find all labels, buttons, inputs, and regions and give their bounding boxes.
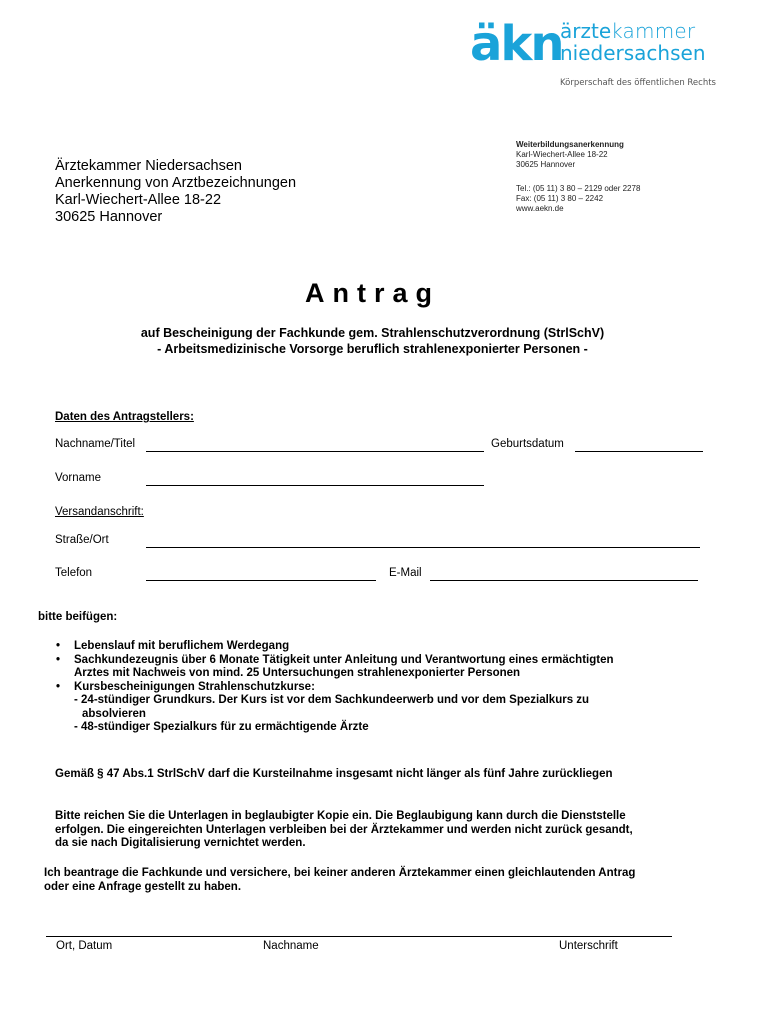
contact-tel: Tel.: (05 11) 3 80 – 2129 oder 2278 [516, 184, 641, 193]
document-title: Antrag [305, 278, 440, 308]
certified-line1: Bitte reichen Sie die Unterlagen in beglaubigter Kopie ein. Die Beglaubigung kann durch die Dienststelle [55, 810, 626, 822]
aekn-logo-mark [470, 16, 563, 72]
subtitle-line1: auf Bescheinigung der Fachkunde gem. Strahlenschutzverordnung (StrlSchV) [140, 326, 605, 340]
attachment-courses: Kursbescheinigungen Strahlenschutzkurse: [74, 680, 315, 693]
attachments-list [56, 640, 696, 735]
logo-subline: Körperschaft des öffentlichen Rechts [560, 78, 716, 88]
lastname-signature-label: Nachname [263, 940, 319, 952]
aekn-logo-text: äkn [470, 16, 563, 72]
firstname-label: Vorname [55, 472, 102, 484]
recipient-address [55, 158, 296, 226]
address-line4: 30625 Hannover [55, 209, 163, 225]
course-special: - 48-stündiger Spezialkurs für zu ermächtigende Ärzte [74, 721, 369, 733]
birthdate-field[interactable] [575, 451, 703, 452]
course-basic-line2: absolvieren [82, 707, 146, 720]
logo-name-light: kammer [611, 19, 696, 43]
contact-fax: Fax: (05 11) 3 80 – 2242 [516, 194, 604, 203]
legal-notice: Gemäß § 47 Abs.1 StrlSchV darf die Kursteilnahme insgesamt nicht länger als fünf Jahre zurückliegen [55, 768, 613, 780]
email-field[interactable] [430, 580, 698, 581]
lastname-label: Nachname/Titel [55, 438, 136, 450]
attachment-cv: Lebenslauf mit beruflichem Werdegang [74, 640, 290, 652]
street-label: Straße/Ort [55, 534, 109, 546]
course-basic-line1: - 24-stündiger Grundkurs. Der Kurs ist vor dem Sachkundeerwerb und vor dem Spezialkurs zu [74, 694, 590, 706]
contact-web: www.aekn.de [516, 204, 564, 213]
address-line3: Karl-Wiechert-Allee 18-22 [55, 192, 222, 208]
subtitle-line2: - Arbeitsmedizinische Vorsorge beruflich strahlenexponierter Personen - [157, 342, 588, 356]
contact-city: 30625 Hannover [516, 160, 576, 169]
contact-street: Karl-Wiechert-Allee 18-22 [516, 150, 608, 159]
logo-name-bold: ärzte [560, 19, 612, 43]
phone-field[interactable] [146, 580, 376, 581]
firstname-field[interactable] [146, 485, 484, 486]
list-item [56, 640, 696, 654]
signature-label: Unterschrift [559, 940, 618, 952]
street-field[interactable] [146, 547, 700, 548]
certified-line2: erfolgen. Die eingereichten Unterlagen verbleiben bei der Ärztekammer und werden nicht zurück gesandt, [55, 823, 633, 836]
logo-name-line2: niedersachsen [560, 41, 706, 65]
birthdate-label: Geburtsdatum [491, 438, 564, 450]
contact-department: Weiterbildungsanerkennung [516, 140, 624, 149]
list-item [56, 681, 696, 735]
lastname-field[interactable] [146, 451, 484, 452]
attachment-certificate-line1: Sachkundezeugnis über 6 Monate Tätigkeit unter Anleitung und Verantwortung eines ermächtigten [74, 653, 614, 666]
certified-copy-note [55, 810, 633, 851]
applicant-section-title: Daten des Antragstellers: [55, 411, 194, 423]
aekn-logo-svg [470, 16, 563, 72]
bullet-icon: • [56, 653, 61, 666]
list-item [56, 654, 696, 681]
email-label: E-Mail [389, 567, 422, 579]
declaration-line2: oder eine Anfrage gestellt zu haben. [44, 880, 242, 893]
aekn-logo-wordmark [560, 20, 706, 64]
attachment-certificate-line2: Arztes mit Nachweis von mind. 25 Untersuchungen strahlenexponierter Personen [74, 667, 521, 679]
declaration [44, 867, 635, 894]
address-line2: Anerkennung von Arztbezeichnungen [55, 175, 297, 191]
certified-line3: da sie nach Digitalisierung vernichtet werden. [55, 837, 306, 849]
signature-line[interactable] [46, 936, 672, 937]
declaration-line1: Ich beantrage die Fachkunde und versichere, bei keiner anderen Ärztekammer einen gleichlautenden Antrag [44, 867, 636, 879]
mailing-address-label: Versandanschrift: [55, 506, 144, 518]
address-line1: Ärztekammer Niedersachsen [55, 158, 242, 174]
bullet-icon: • [56, 680, 61, 693]
attachments-title: bitte beifügen: [38, 611, 118, 623]
contact-block [516, 140, 640, 214]
phone-label: Telefon [55, 567, 93, 579]
place-date-label: Ort, Datum [56, 940, 113, 952]
document-subtitle [0, 325, 745, 357]
bullet-icon: • [56, 640, 61, 652]
